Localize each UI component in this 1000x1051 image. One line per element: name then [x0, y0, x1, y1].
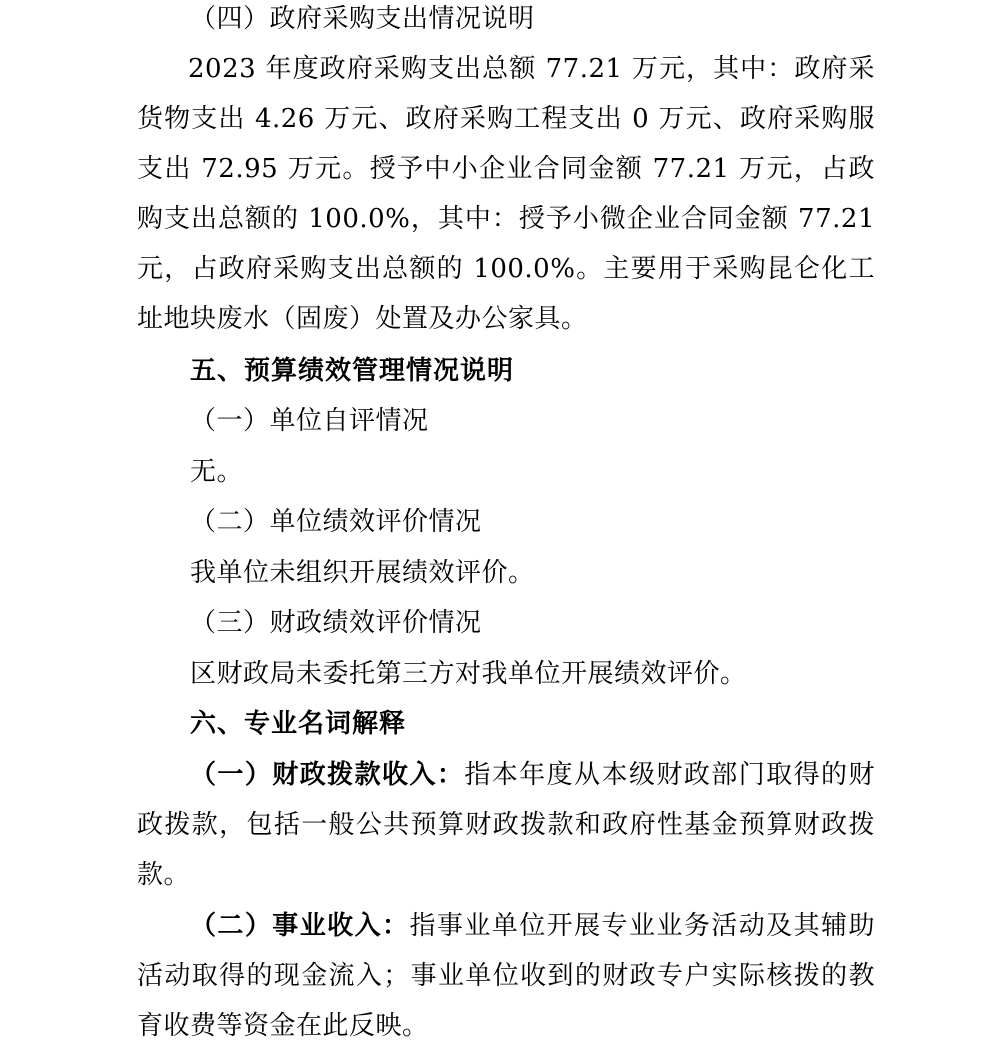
paragraph-line: 购支出总额的 100.0%，其中：授予小微企业合同金额 77.21	[137, 204, 875, 234]
paragraph-line: 我单位未组织开展绩效评价。	[190, 558, 535, 588]
paragraph-line: 活动取得的现金流入；事业单位收到的财政专户实际核拨的教	[137, 961, 875, 991]
paragraph-line: 货物支出 4.26 万元、政府采购工程支出 0 万元、政府采购服	[137, 104, 875, 134]
paragraph-line: 育收费等资金在此反映。	[137, 1011, 429, 1041]
subsection-heading: （一）单位自评情况	[190, 406, 429, 436]
paragraph-line: 无。	[190, 457, 244, 487]
paragraph-line: 2023 年度政府采购支出总额 77.21 万元，其中：政府采	[188, 54, 875, 84]
paragraph-line: 支出 72.95 万元。授予中小企业合同金额 77.21 万元，占政	[137, 154, 875, 184]
paragraph-line: 款。	[137, 860, 191, 890]
section-4-heading: （四）政府采购支出情况说明	[190, 4, 535, 34]
paragraph-line: 区财政局未委托第三方对我单位开展绩效评价。	[190, 659, 747, 689]
paragraph-line: 元，占政府采购支出总额的 100.0%。主要用于采购昆仑化工	[137, 254, 875, 284]
section-5-heading: 五、预算绩效管理情况说明	[190, 356, 515, 386]
subsection-heading: （三）财政绩效评价情况	[190, 608, 482, 638]
definition-line: （一）财政拨款收入：指本年度从本级财政部门取得的财	[190, 760, 875, 790]
term-business-income: （二）事业收入：	[190, 911, 410, 941]
definition-line: （二）事业收入：指事业单位开展专业业务活动及其辅助	[190, 911, 875, 941]
section-6-heading: 六、专业名词解释	[190, 709, 407, 739]
paragraph-line: 址地块废水（固废）处置及办公家具。	[137, 304, 588, 334]
subsection-heading: （二）单位绩效评价情况	[190, 507, 482, 537]
term-fiscal-appropriation: （一）财政拨款收入：	[190, 760, 465, 790]
paragraph-line: 政拨款，包括一般公共预算财政拨款和政府性基金预算财政拨	[137, 810, 875, 840]
